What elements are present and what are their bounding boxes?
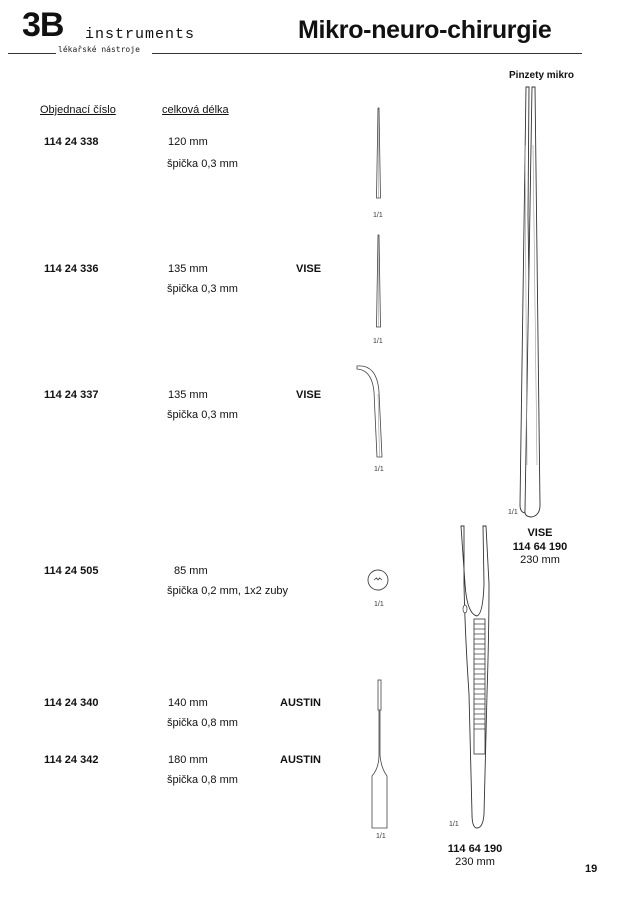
scale-label: 1/1 xyxy=(374,601,384,608)
page-title: Mikro-neuro-chirurgie xyxy=(298,16,552,44)
item-code: 114 24 337 xyxy=(44,389,99,401)
item-length: 135 mm xyxy=(168,263,208,275)
item-tip: špička 0,8 mm xyxy=(167,774,238,786)
forceps-tip-teeth-illustration xyxy=(367,569,391,593)
scale-label: 1/1 xyxy=(373,338,383,345)
item-brand: VISE xyxy=(296,389,322,401)
scale-label: 1/1 xyxy=(374,466,384,473)
section-title: Pinzety mikro xyxy=(509,70,575,81)
column-header-order-number: Objednací číslo xyxy=(40,104,116,116)
item-brand: AUSTIN xyxy=(280,697,321,709)
scale-label: 1/1 xyxy=(508,509,518,516)
logo-wordmark: instruments xyxy=(85,26,196,43)
item-brand: VISE xyxy=(296,263,322,275)
item-tip: špička 0,2 mm, 1x2 zuby xyxy=(167,585,289,597)
header-rule xyxy=(152,53,582,54)
item-code: 114 24 505 xyxy=(44,565,99,577)
forceps-vise-illustration xyxy=(512,85,552,520)
logo-3b: 3B xyxy=(22,6,64,44)
forceps-tip-austin-illustration xyxy=(368,680,392,830)
large-item-code: 114 64 190 xyxy=(512,541,568,553)
item-length: 120 mm xyxy=(168,136,208,148)
item-length: 85 mm xyxy=(174,565,208,577)
large-item-length: 230 mm xyxy=(520,554,560,566)
large-item-code: 114 64 190 xyxy=(447,843,503,855)
page-number: 19 xyxy=(585,863,598,875)
item-code: 114 24 338 xyxy=(44,136,99,148)
item-tip: špička 0,3 mm xyxy=(167,409,238,421)
scale-label: 1/1 xyxy=(376,833,386,840)
logo-subtitle: lékařské nástroje xyxy=(58,45,140,54)
item-length: 140 mm xyxy=(168,697,208,709)
item-tip: špička 0,3 mm xyxy=(167,283,238,295)
large-item-brand: VISE xyxy=(527,527,553,539)
item-tip: špička 0,8 mm xyxy=(167,717,238,729)
logo-rule-left xyxy=(8,53,56,54)
item-code: 114 24 336 xyxy=(44,263,99,275)
forceps-tip-curved-illustration xyxy=(355,362,395,462)
item-tip: špička 0,3 mm xyxy=(167,158,238,170)
item-length: 180 mm xyxy=(168,754,208,766)
large-item-length: 230 mm xyxy=(455,856,495,868)
scale-label: 1/1 xyxy=(373,212,383,219)
forceps-tip-straight-illustration xyxy=(368,108,388,208)
item-code: 114 24 340 xyxy=(44,697,99,709)
scale-label: 1/1 xyxy=(449,821,459,828)
forceps-tip-straight-illustration xyxy=(368,235,388,335)
item-code: 114 24 342 xyxy=(44,754,99,766)
column-header-total-length: celková délka xyxy=(162,104,229,116)
item-brand: AUSTIN xyxy=(280,754,321,766)
item-length: 135 mm xyxy=(168,389,208,401)
forceps-grip-illustration xyxy=(455,524,499,834)
